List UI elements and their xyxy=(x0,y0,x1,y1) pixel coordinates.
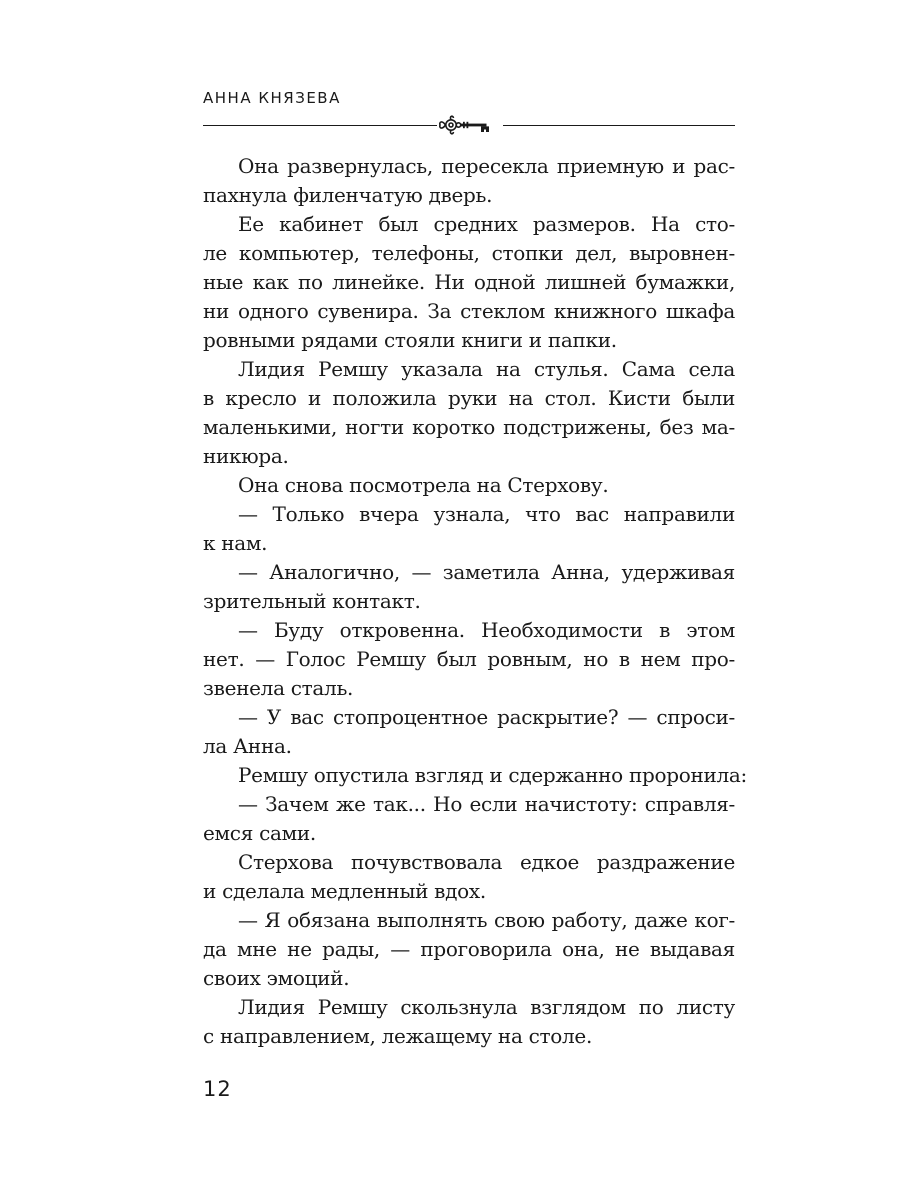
text-line: маленькими, ногти коротко подстрижены, без ма- xyxy=(203,415,735,439)
text-line: ле компьютер, телефоны, стопки дел, выровнен- xyxy=(203,241,735,265)
text-line: и сделала медленный вдох. xyxy=(203,879,486,903)
paragraph xyxy=(203,703,735,761)
text-line: — Буду откровенна. Необходимости в этом xyxy=(238,618,735,642)
paragraph xyxy=(203,993,735,1051)
text-line: пахнула филенчатую дверь. xyxy=(203,183,493,207)
text-line: Она развернулась, пересекла приемную и рас- xyxy=(238,154,735,178)
text-line: ные как по линейке. Ни одной лишней бумажки, xyxy=(203,270,735,294)
text-line: ни одного сувенира. За стеклом книжного шкафа xyxy=(203,299,735,323)
text-line: — Зачем же так... Но если начистоту: справля- xyxy=(238,792,735,816)
text-line: с направлением, лежащему на столе. xyxy=(203,1024,593,1048)
header-rule xyxy=(203,114,735,136)
text-line: звенела сталь. xyxy=(203,676,354,700)
text-line: емся сами. xyxy=(203,821,316,845)
text-line: Стерхова почувствовала едкое раздражение xyxy=(238,850,735,874)
paragraph xyxy=(203,906,735,993)
text-line: Лидия Ремшу указала на стулья. Сама села xyxy=(238,357,735,381)
text-line: — У вас стопроцентное раскрытие? — спроси- xyxy=(238,705,735,729)
page-number: 12 xyxy=(203,1077,232,1101)
paragraph xyxy=(203,471,735,500)
key-icon xyxy=(437,114,503,136)
paragraph xyxy=(203,616,735,703)
paragraph xyxy=(203,500,735,558)
paragraph xyxy=(203,558,735,616)
text-line: ла Анна. xyxy=(203,734,292,758)
text-line: к нам. xyxy=(203,531,268,555)
text-line: — Только вчера узнала, что вас направили xyxy=(238,502,735,526)
text-line: Ремшу опустила взгляд и сдержанно проронила: xyxy=(238,763,747,787)
text-line: ровными рядами стояли книги и папки. xyxy=(203,328,617,352)
text-line: — Я обязана выполнять свою работу, даже ког- xyxy=(238,908,735,932)
running-head: АННА КНЯЗЕВА xyxy=(203,89,341,107)
paragraph xyxy=(203,761,747,790)
text-line: да мне не рады, — проговорила она, не выдавая xyxy=(203,937,735,961)
text-line: своих эмоций. xyxy=(203,966,350,990)
text-line: в кресло и положила руки на стол. Кисти были xyxy=(203,386,735,410)
text-line: нет. — Голос Ремшу был ровным, но в нем про- xyxy=(203,647,735,671)
text-line: никюра. xyxy=(203,444,289,468)
paragraph xyxy=(203,848,735,906)
text-line: Она снова посмотрела на Стерхову. xyxy=(238,473,609,497)
paragraph xyxy=(203,355,735,471)
paragraph xyxy=(203,152,735,210)
text-line: Лидия Ремшу скользнула взглядом по листу xyxy=(238,995,735,1019)
text-line: зрительный контакт. xyxy=(203,589,421,613)
text-line: — Аналогично, — заметила Анна, удерживая xyxy=(238,560,735,584)
paragraph xyxy=(203,210,735,355)
text-line: Ее кабинет был средних размеров. На сто- xyxy=(238,212,735,236)
body-text xyxy=(203,152,747,1051)
paragraph xyxy=(203,790,735,848)
